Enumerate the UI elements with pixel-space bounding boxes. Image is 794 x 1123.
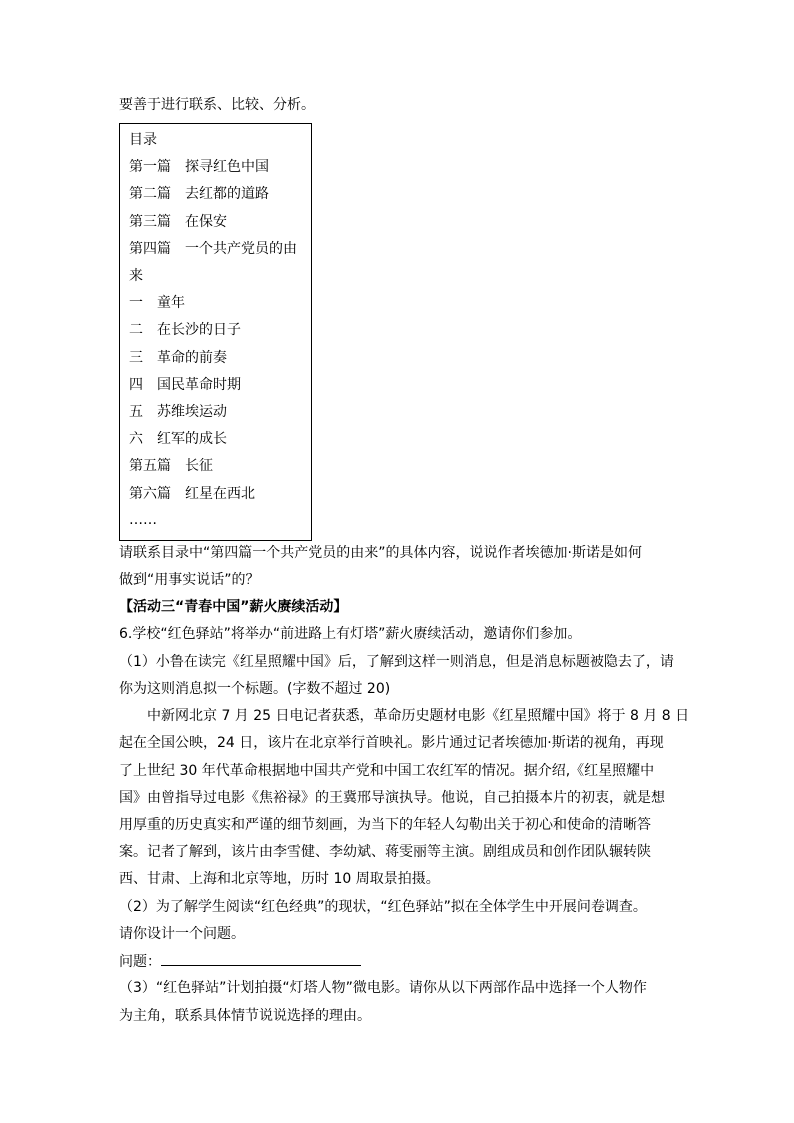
toc-item: 一 童年 bbox=[129, 295, 185, 311]
activity-3-title: 【活动三“青春中国”薪火赓续活动】 bbox=[119, 599, 348, 615]
toc-item: 第三篇 在保安 bbox=[129, 214, 227, 230]
news-paragraph-line: 起在全国公映，24 日，该片在北京举行首映礼。影片通过记者埃德加·斯诺的视角，再现 bbox=[119, 735, 664, 751]
toc-item: 第二篇 去红都的道路 bbox=[129, 186, 269, 202]
question-6-1-line-2: 你为这则消息拟一个标题。(字数不超过 20) bbox=[119, 681, 391, 697]
toc-item: 三 革命的前奏 bbox=[129, 350, 227, 366]
news-paragraph-line: 国》由曾指导过电影《焦裕禄》的王冀邢导演执导。他说，自己拍摄本片的初衷，就是想 bbox=[119, 790, 665, 806]
question-answer-row bbox=[119, 951, 361, 972]
toc-item: 二 在长沙的日子 bbox=[129, 322, 241, 338]
intro-line: 要善于进行联系、比较、分析。 bbox=[119, 97, 315, 113]
toc-item-continued: 来 bbox=[129, 268, 143, 284]
question-6-intro: 6.学校“红色驿站”将举办“前进路上有灯塔”薪火赓续活动，邀请你们参加。 bbox=[119, 626, 582, 642]
toc-item: 六 红军的成长 bbox=[129, 431, 227, 447]
answer-label: 问题： bbox=[119, 954, 161, 970]
toc-heading: 目录 bbox=[129, 132, 157, 148]
news-paragraph-line: 西、甘肃、上海和北京等地，历时 10 周取景拍摄。 bbox=[119, 871, 440, 887]
question-6-1-line-1: （1）小鲁在读完《红星照耀中国》后，了解到这样一则消息，但是消息标题被隐去了，请 bbox=[119, 654, 674, 670]
toc-item: 第四篇 一个共产党员的由 bbox=[129, 241, 297, 257]
answer-blank-line[interactable] bbox=[161, 951, 361, 966]
question-5-line-2: 做到“用事实说话”的？ bbox=[119, 572, 260, 588]
question-6-3-line-1: （3）“红色驿站”计划拍摄“灯塔人物”微电影。请你从以下两部作品中选择一个人物作 bbox=[119, 980, 647, 996]
news-paragraph-line: 了上世纪 30 年代革命根据地中国共产党和中国工农红军的情况。据介绍,《红星照耀中 bbox=[119, 763, 655, 779]
toc-ellipsis: …… bbox=[129, 512, 157, 528]
toc-item: 第五篇 长征 bbox=[129, 458, 213, 474]
table-of-contents-box bbox=[119, 123, 312, 541]
question-5-line-1: 请联系目录中“第四篇一个共产党员的由来”的具体内容，说说作者埃德加·斯诺是如何 bbox=[119, 545, 642, 561]
toc-item: 第一篇 探寻红色中国 bbox=[129, 159, 269, 175]
toc-item: 四 国民革命时期 bbox=[129, 377, 241, 393]
toc-item: 五 苏维埃运动 bbox=[129, 404, 227, 420]
question-6-2-line-2: 请你设计一个问题。 bbox=[119, 926, 245, 942]
news-paragraph-line: 案。记者了解到，该片由李雪健、李幼斌、蒋雯丽等主演。剧组成员和创作团队辗转陕 bbox=[119, 844, 651, 860]
news-paragraph-line: 用厚重的历史真实和严谨的细节刻画，为当下的年轻人勾勒出关于初心和使命的清晰答 bbox=[119, 817, 651, 833]
toc-item: 第六篇 红星在西北 bbox=[129, 486, 255, 502]
news-paragraph-line: 中新网北京 7 月 25 日电记者获悉，革命历史题材电影《红星照耀中国》将于 8 月 8 日 bbox=[147, 708, 690, 724]
question-6-3-line-2: 为主角，联系具体情节说说选择的理由。 bbox=[119, 1008, 371, 1024]
question-6-2-line-1: （2）为了解学生阅读“红色经典”的现状，“红色驿站”拟在全体学生中开展问卷调查。 bbox=[119, 899, 647, 915]
